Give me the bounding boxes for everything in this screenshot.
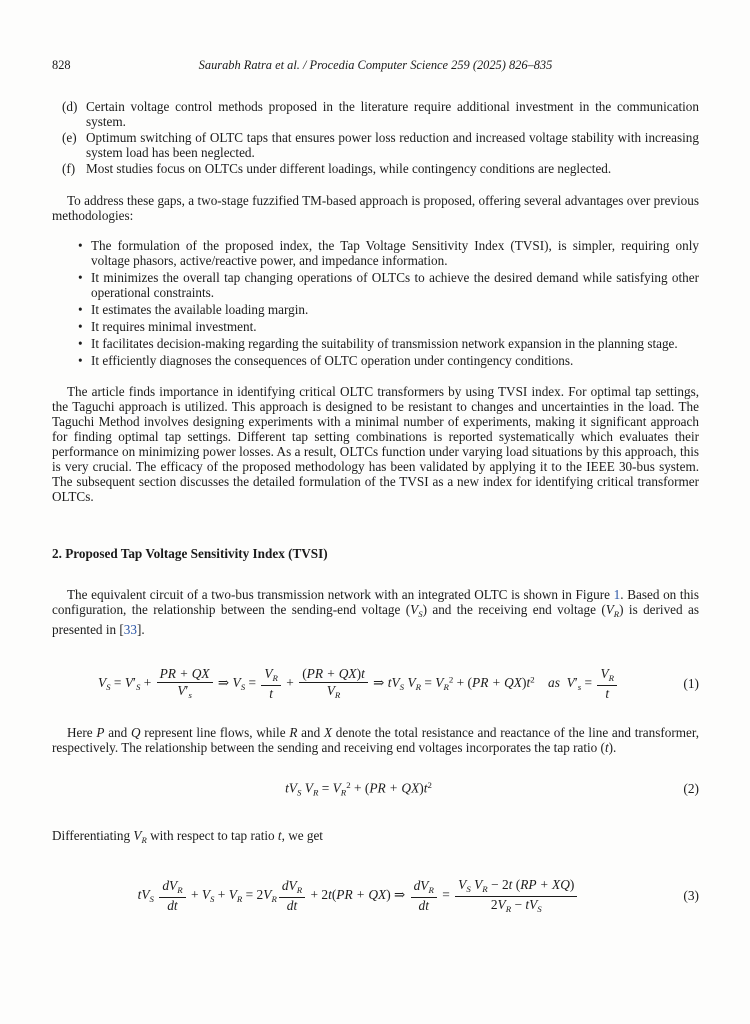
text-segment: ). xyxy=(608,739,617,755)
here-paragraph xyxy=(52,725,699,755)
text-segment: The equivalent circuit of a two-bus transmission network with an integrated OLTC is shown in Figure xyxy=(67,587,614,602)
fraction xyxy=(157,667,213,701)
text-segment: dV xyxy=(162,878,178,894)
text-segment: S xyxy=(418,608,423,619)
equation-1-number: (1) xyxy=(683,675,699,691)
text-segment: Q xyxy=(131,724,141,740)
text-segment: V xyxy=(600,665,609,681)
fraction xyxy=(299,667,368,701)
text-segment: + ( xyxy=(350,780,370,796)
bullet-icon: • xyxy=(78,238,83,253)
list-label: (d) xyxy=(62,99,78,114)
list-label: (e) xyxy=(62,130,77,145)
text-segment: R xyxy=(428,885,434,896)
text-segment: PR + QX xyxy=(336,887,387,903)
text-segment: t xyxy=(525,896,530,912)
list-text: Optimum switching of OLTC taps that ensures power loss reduction and increased voltage stability with increasing system load has been neglected. xyxy=(86,130,699,160)
text-segment: dt xyxy=(418,897,429,913)
text-segment: PR + QX xyxy=(159,665,210,681)
equiv-circuit-paragraph xyxy=(52,587,699,637)
text-segment: R xyxy=(334,690,341,701)
text-segment: S xyxy=(106,682,111,693)
text-segment: ⇒ xyxy=(369,675,388,691)
text-segment: V xyxy=(141,887,150,903)
text-segment: − 2 xyxy=(487,877,509,893)
text-segment: t xyxy=(604,739,609,755)
text-segment: R xyxy=(177,885,183,896)
equation-1-body xyxy=(52,667,665,701)
running-title: Saurabh Ratra et al. / Procedia Computer Science 259 (2025) 826–835 xyxy=(198,58,553,72)
text-segment: represent line flows, while xyxy=(140,724,290,740)
text-segment: V xyxy=(133,828,142,844)
bullet-icon: • xyxy=(78,353,83,368)
text-segment: t xyxy=(423,780,428,796)
text-segment xyxy=(154,887,157,902)
text-segment: ( xyxy=(331,887,337,903)
equation-2-body xyxy=(52,777,665,800)
text-segment: t xyxy=(285,780,289,796)
fraction xyxy=(279,879,305,913)
text-segment: . Based on this configuration, the relationship between the sending-end voltage ( xyxy=(52,587,699,617)
fraction xyxy=(159,879,185,913)
text-segment: t xyxy=(277,828,282,844)
text-segment: t xyxy=(361,665,365,681)
equation-1 xyxy=(52,667,699,701)
text-segment: S xyxy=(537,903,542,914)
text-segment: dV xyxy=(413,878,429,894)
list-text: Most studies focus on OLTCs under different loadings, while contingency conditions are neglected. xyxy=(86,161,612,176)
article-paragraph: The article finds importance in identifying critical OLTC transformers by using TVSI index. For optimal tap settings, the Taguchi approach is utilized. This approach is designed to be resistant to changes and uncertainties in the load. The Taguchi Method involves designing experiments with a minimal number of experiments, making it significant approach for finding optimal tap settings. Different tap setting combinations is reported systematically which evaluates their performance on minimizing power losses. As a result, OLTCs function under varying load situations by this approach, this is very crucial. The efficacy of the proposed methodology has been validated by applying it to the IEEE 30-bus system. The subsequent section discusses the detailed formulation of the TVSI as a new index for identifying critical transformer OLTCs. xyxy=(52,384,699,504)
text-segment: R xyxy=(443,682,449,693)
text-segment: V xyxy=(201,887,211,903)
list-item-d xyxy=(62,99,699,129)
fraction xyxy=(411,879,437,913)
text-segment: R xyxy=(613,608,620,619)
differentiating-line xyxy=(52,828,699,848)
text-segment: S xyxy=(135,682,141,693)
text-segment: R xyxy=(272,672,278,683)
text-segment xyxy=(535,675,548,690)
text-segment: 2 xyxy=(530,674,535,685)
text-segment: V xyxy=(474,877,483,893)
text-segment: V xyxy=(566,675,575,691)
text-segment: S xyxy=(466,884,471,895)
text-segment: t xyxy=(605,685,610,701)
list-text: It facilitates decision-making regarding the suitability of transmission network expansion in the planning stage. xyxy=(91,336,678,351)
text-segment: R xyxy=(141,835,147,846)
equation-3-number: (3) xyxy=(683,888,699,904)
text-segment: ) is derived as presented in [ xyxy=(52,602,700,637)
text-segment: PR + QX xyxy=(472,675,522,691)
text-segment: PR + QX xyxy=(306,665,357,681)
text-segment: dt xyxy=(286,897,298,913)
equation-3 xyxy=(52,878,699,914)
text-segment: ) xyxy=(419,780,424,796)
text-segment: V xyxy=(529,896,538,912)
text-segment: S xyxy=(210,894,215,905)
text-segment: V xyxy=(177,683,186,699)
text-segment: − xyxy=(511,896,526,912)
text-segment: ) ⇒ xyxy=(386,887,409,903)
text-segment: ′ xyxy=(185,683,189,699)
text-segment: s xyxy=(188,690,192,701)
text-segment: ( xyxy=(302,665,307,681)
text-segment: t xyxy=(508,877,513,893)
text-segment: R xyxy=(340,787,347,798)
list-label: (f) xyxy=(62,161,76,176)
text-segment: RP + XQ xyxy=(520,877,570,893)
text-segment: V xyxy=(497,896,506,912)
fraction xyxy=(261,667,281,701)
text-segment: t xyxy=(328,887,332,903)
text-segment: Here xyxy=(67,724,97,740)
text-segment: = xyxy=(581,675,596,691)
list-item xyxy=(78,336,699,351)
equation-3-body xyxy=(52,878,665,914)
text-segment: ) xyxy=(356,665,362,681)
intro-paragraph: To address these gaps, a two-stage fuzzified TM-based approach is proposed, offering several advantages over previous methodologies: xyxy=(52,193,699,223)
fraction xyxy=(597,667,617,701)
text-segment: V xyxy=(326,683,335,699)
text-segment: s xyxy=(577,682,582,693)
list-item xyxy=(78,302,699,317)
list-item xyxy=(78,353,699,368)
text-segment: = xyxy=(245,675,260,691)
equation-2 xyxy=(52,777,699,800)
text-segment: R xyxy=(289,724,298,740)
text-segment: + xyxy=(187,887,202,903)
text-segment: ) xyxy=(569,877,575,893)
text-segment: V xyxy=(332,780,341,796)
text-segment: V xyxy=(124,675,134,691)
figure-1-link[interactable]: 1 xyxy=(613,587,621,602)
text-segment: V xyxy=(407,675,416,691)
text-segment: V xyxy=(391,675,400,691)
list-item xyxy=(78,238,699,268)
text-segment: R xyxy=(312,787,319,798)
text-segment: R xyxy=(271,894,277,905)
text-segment: V xyxy=(435,675,444,691)
text-segment xyxy=(560,675,567,690)
list-text: It efficiently diagnoses the consequences of OLTC operation under contingency conditions. xyxy=(91,353,574,368)
text-segment: , we get xyxy=(281,828,323,844)
list-item xyxy=(78,270,699,300)
text-segment: P xyxy=(96,724,105,740)
text-segment: V xyxy=(97,675,107,691)
text-segment: t xyxy=(387,675,392,691)
list-text: It minimizes the overall tap changing operations of OLTCs to achieve the desired demand while satisfying other operational constraints. xyxy=(91,270,699,300)
text-segment: ) and the receiving end voltage ( xyxy=(422,602,606,617)
text-segment: S xyxy=(149,894,154,905)
bullet-icon: • xyxy=(78,319,83,334)
text-segment: ]. xyxy=(136,621,145,637)
bullet-icon: • xyxy=(78,302,83,317)
text-segment: 2 xyxy=(346,779,351,790)
text-segment: as xyxy=(548,675,560,691)
list-item-e xyxy=(62,130,699,160)
text-segment: V xyxy=(263,887,272,903)
text-segment: V xyxy=(228,887,237,903)
bullet-icon: • xyxy=(78,336,83,351)
list-item-f xyxy=(62,161,699,176)
equation-2-number: (2) xyxy=(683,780,699,796)
text-segment: denote the total resistance and reactance of the line and transformer, respectively. The relationship between the sending and receiving end voltages incorporates the tap ratio ( xyxy=(52,724,700,755)
text-segment: V xyxy=(605,602,614,617)
text-segment: t xyxy=(269,685,274,701)
list-text: Certain voltage control methods proposed in the literature require additional investment in the communication system. xyxy=(86,99,699,129)
text-segment: = xyxy=(110,675,125,691)
text-segment: R xyxy=(236,894,243,905)
text-segment: and xyxy=(104,724,132,740)
list-text: It requires minimal investment. xyxy=(91,319,257,334)
text-segment: R xyxy=(415,682,422,693)
text-segment: V xyxy=(410,602,419,617)
text-segment: R xyxy=(296,885,303,896)
text-segment: t xyxy=(137,887,142,903)
text-segment: 2 xyxy=(427,779,432,790)
text-segment: R xyxy=(505,903,512,914)
text-segment: = xyxy=(421,675,436,691)
text-segment: t xyxy=(526,675,531,691)
text-segment: V xyxy=(288,780,297,796)
text-segment: + xyxy=(140,675,155,691)
fraction xyxy=(455,878,577,914)
text-segment: + 2 xyxy=(307,887,329,903)
text-segment: V xyxy=(232,675,241,691)
text-segment: dt xyxy=(167,897,178,913)
section-heading: 2. Proposed Tap Voltage Sensitivity Index (TVSI) xyxy=(52,546,328,561)
bullet-list xyxy=(78,238,699,368)
text-segment: + ( xyxy=(453,675,473,691)
lettered-list xyxy=(62,99,699,176)
text-segment: S xyxy=(296,787,302,798)
text-segment: V xyxy=(304,780,313,796)
text-segment: V xyxy=(458,877,467,893)
page-header xyxy=(52,58,699,73)
list-text: The formulation of the proposed index, the Tap Voltage Sensitivity Index (TVSI), is simpler, requiring only voltage phasors, active/reactive power, and impedance information. xyxy=(91,238,699,268)
text-segment: S xyxy=(240,682,246,693)
text-segment: + xyxy=(214,887,229,903)
text-segment: = 2 xyxy=(242,887,264,903)
text-segment: and xyxy=(297,724,324,740)
text-segment: PR + QX xyxy=(369,780,420,796)
text-segment: R xyxy=(482,884,488,895)
citation-33-link[interactable]: 33 xyxy=(123,621,137,637)
text-segment: ⇒ xyxy=(214,675,233,691)
page-number: 828 xyxy=(52,58,71,72)
text-segment: Differentiating xyxy=(52,828,134,844)
text-segment: + xyxy=(282,675,298,691)
text-segment: = xyxy=(318,780,333,796)
text-segment: V xyxy=(264,665,273,681)
text-segment: R xyxy=(608,672,615,683)
text-segment: 2 xyxy=(448,674,454,685)
text-segment: with respect to tap ratio xyxy=(146,828,278,844)
text-segment: dV xyxy=(281,878,297,894)
text-segment: ( xyxy=(512,877,521,893)
text-segment: ′ xyxy=(133,675,136,691)
text-segment: ) xyxy=(521,675,527,691)
bullet-icon: • xyxy=(78,270,83,285)
text-segment: 2 xyxy=(490,896,498,912)
text-segment: ′ xyxy=(574,675,578,691)
list-item xyxy=(78,319,699,334)
list-text: It estimates the available loading margin. xyxy=(91,302,309,317)
text-segment: S xyxy=(399,682,405,693)
text-segment: = xyxy=(438,887,454,903)
text-segment: X xyxy=(323,724,333,740)
